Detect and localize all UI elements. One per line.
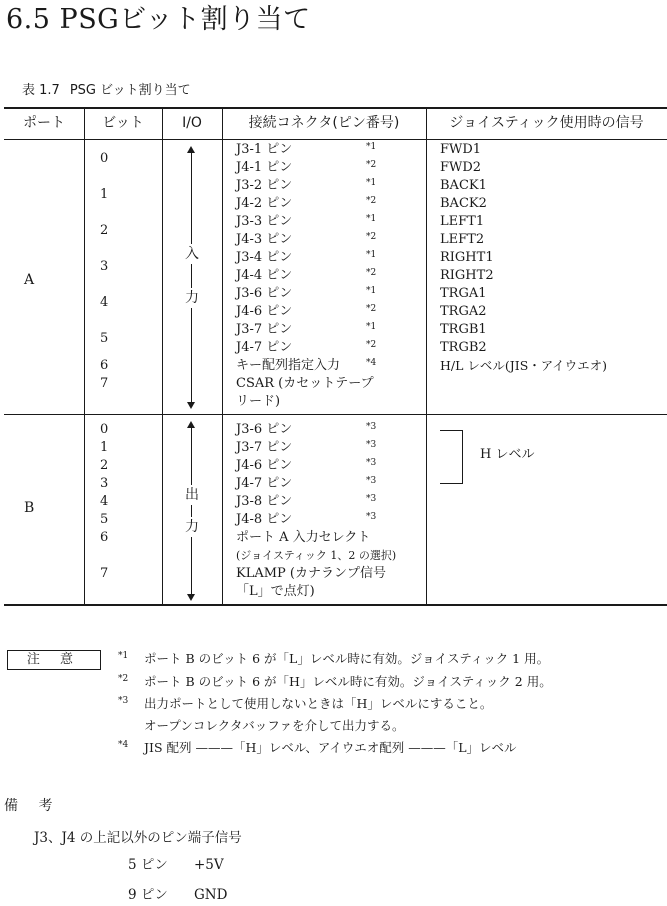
note-text: JIS 配列 ———「H」レベル、アイウエオ配列 ———「L」レベル: [144, 740, 517, 755]
psg-bit-table: [4, 107, 667, 605]
port-a-conn-4: J3-3 ピン: [236, 214, 293, 229]
port-a-mark-11: *2: [366, 340, 377, 350]
table-caption-title: PSG ビット割り当て: [69, 83, 191, 98]
table-bottom-rule: [4, 604, 667, 606]
port-b-io-label-top: 出: [185, 487, 199, 503]
port-b-io-label-bottom: 力: [185, 519, 199, 535]
pin-signal: +5V: [194, 857, 224, 873]
port-a-input-arrow: [162, 140, 222, 414]
port-a-mark-0: *1: [366, 142, 377, 152]
header-io: I/O: [182, 115, 202, 131]
port-a-conn-5: J4-3 ピン: [236, 232, 293, 247]
port-a-signal-8: TRGA1: [440, 286, 487, 301]
port-b-bit7-line1: KLAMP (カナランプ信号: [236, 566, 386, 581]
port-a-mark-6: *1: [366, 250, 377, 260]
pin-row: [128, 853, 224, 873]
note-mark: *3: [118, 696, 129, 706]
port-a-mark-12: *4: [366, 358, 377, 368]
remarks-subtitle: J3、J4 の上記以外のピン端子信号: [34, 830, 242, 846]
port-a-signal-11: TRGB2: [440, 340, 487, 355]
pin-number: 9 ピン: [128, 887, 168, 903]
note-item: [118, 694, 492, 714]
port-a-io-label-top: 入: [185, 246, 199, 262]
port-divider-rule: [4, 414, 667, 415]
port-b-label: B: [24, 500, 35, 516]
port-a-bit-5: 5: [100, 331, 109, 346]
port-a-bit-0: 0: [100, 151, 109, 166]
port-b-mark-1: *3: [366, 440, 377, 450]
note-item: [118, 716, 405, 736]
port-a-conn-12: キー配列指定入力: [236, 358, 341, 373]
port-a-bit-7: 7: [100, 376, 109, 391]
col-divider: [426, 107, 427, 605]
port-a-signal-12: H/L レベル(JIS・アイウエオ): [440, 358, 608, 373]
header-port: ポート: [23, 115, 65, 131]
port-a-bit-3: 3: [100, 259, 109, 274]
port-b-bit7-line2: 「L」で点灯): [236, 584, 315, 599]
port-b-output-arrow: [162, 415, 222, 605]
port-a-mark-1: *2: [366, 160, 377, 170]
header-joystick-signal: ジョイスティック使用時の信号: [449, 115, 644, 131]
port-b-bit6-line1: ポート A 入力セレクト: [236, 530, 371, 545]
port-a-bit-1: 1: [100, 187, 109, 202]
port-b-conn-0: J3-6 ピン: [236, 422, 293, 437]
port-a-signal-0: FWD1: [440, 142, 482, 157]
note-mark: *4: [118, 740, 129, 750]
port-a-signal-6: RIGHT1: [440, 250, 494, 265]
note-item: [118, 672, 552, 692]
port-a-signal-2: BACK1: [440, 178, 487, 193]
port-b-mark-3: *3: [366, 476, 377, 486]
arrow-down-icon: [187, 402, 195, 409]
arrow-shaft: [191, 427, 192, 595]
port-b-conn-3: J4-7 ピン: [236, 476, 293, 491]
port-b-bit6-line2: (ジョイスティック 1、2 の選択): [236, 549, 397, 562]
port-a-mark-7: *2: [366, 268, 377, 278]
h-level-bracket: [440, 430, 463, 484]
port-b-conn-4: J3-8 ピン: [236, 494, 293, 509]
port-a-conn-1: J4-1 ピン: [236, 160, 293, 175]
pin-row: [128, 883, 227, 903]
port-a-signal-1: FWD2: [440, 160, 482, 175]
notes-label: 注 意: [7, 650, 101, 670]
port-a-conn-13: CSAR (カセットテープ: [236, 376, 374, 391]
port-a-conn-14: リード): [236, 394, 281, 409]
note-text: ポート B のビット 6 が「L」レベル時に有効。ジョイスティック 1 用。: [144, 651, 550, 666]
note-text: ポート B のビット 6 が「H」レベル時に有効。ジョイスティック 2 用。: [144, 674, 552, 689]
note-item: [118, 738, 517, 758]
header-rule: [4, 139, 667, 140]
note-item: [118, 649, 549, 669]
pin-signal: GND: [194, 887, 228, 903]
port-a-signal-4: LEFT1: [440, 214, 485, 229]
port-b-mark-0: *3: [366, 422, 377, 432]
port-a-conn-6: J3-4 ピン: [236, 250, 293, 265]
port-b-signal: H レベル: [480, 447, 535, 462]
port-b-conn-5: J4-8 ピン: [236, 512, 293, 527]
col-divider: [222, 107, 223, 605]
port-b-bit-7: 7: [100, 566, 109, 581]
port-a-mark-8: *1: [366, 286, 377, 296]
port-a-mark-9: *2: [366, 304, 377, 314]
table-number: 表 1.7: [22, 83, 60, 98]
port-a-signal-9: TRGA2: [440, 304, 487, 319]
arrow-shaft: [191, 152, 192, 404]
port-b-bit-2: 2: [100, 458, 109, 473]
port-a-signal-7: RIGHT2: [440, 268, 494, 283]
port-b-bit-3: 3: [100, 476, 109, 491]
port-a-conn-10: J3-7 ピン: [236, 322, 293, 337]
remarks-title: 備 考: [4, 798, 61, 814]
port-a-conn-3: J4-2 ピン: [236, 196, 293, 211]
port-a-conn-8: J3-6 ピン: [236, 286, 293, 301]
col-divider: [84, 107, 85, 605]
port-a-bit-2: 2: [100, 223, 109, 238]
port-a-mark-4: *1: [366, 214, 377, 224]
header-connector: 接続コネクタ(ピン番号): [248, 115, 400, 131]
port-a-label: A: [24, 272, 35, 288]
note-mark: *1: [118, 651, 129, 661]
port-b-bit-5: 5: [100, 512, 109, 527]
port-a-mark-2: *1: [366, 178, 377, 188]
port-a-conn-9: J4-6 ピン: [236, 304, 293, 319]
port-a-conn-0: J3-1 ピン: [236, 142, 293, 157]
port-a-bit-6: 6: [100, 358, 109, 373]
port-a-signal-5: LEFT2: [440, 232, 485, 247]
table-caption: [22, 79, 191, 98]
port-b-bit-6: 6: [100, 530, 109, 545]
port-b-bit-4: 4: [100, 494, 109, 509]
port-b-conn-2: J4-6 ピン: [236, 458, 293, 473]
port-a-conn-11: J4-7 ピン: [236, 340, 293, 355]
port-b-mark-2: *3: [366, 458, 377, 468]
port-a-mark-3: *2: [366, 196, 377, 206]
port-a-signal-3: BACK2: [440, 196, 487, 211]
note-mark: *2: [118, 674, 129, 684]
port-a-conn-2: J3-2 ピン: [236, 178, 293, 193]
port-b-bit-0: 0: [100, 422, 109, 437]
page-title: 6.5 PSGビット割り当て: [6, 4, 311, 35]
port-a-bit-4: 4: [100, 295, 109, 310]
note-text: オープンコレクタバッファを介して出力する。: [144, 718, 405, 733]
header-bit: ビット: [102, 115, 144, 131]
note-text: 出力ポートとして使用しないときは「H」レベルにすること。: [144, 696, 493, 711]
arrow-down-icon: [187, 594, 195, 601]
port-a-mark-10: *1: [366, 322, 377, 332]
port-a-signal-10: TRGB1: [440, 322, 487, 337]
port-a-mark-5: *2: [366, 232, 377, 242]
port-b-bit-1: 1: [100, 440, 109, 455]
port-b-mark-4: *3: [366, 494, 377, 504]
port-a-conn-7: J4-4 ピン: [236, 268, 293, 283]
port-a-io-label-bottom: 力: [185, 290, 199, 306]
pin-number: 5 ピン: [128, 857, 168, 873]
port-b-mark-5: *3: [366, 512, 377, 522]
port-b-conn-1: J3-7 ピン: [236, 440, 293, 455]
